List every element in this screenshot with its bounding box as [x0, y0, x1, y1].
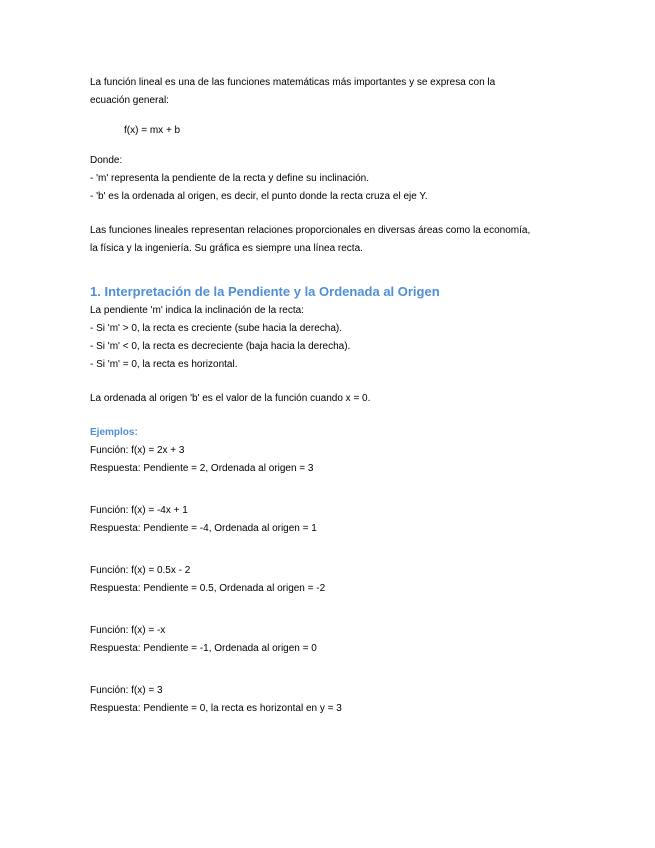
example-item — [90, 622, 580, 658]
slope-case-positive: - Si 'm' > 0, la recta es creciente (sube hacia la derecha). — [90, 323, 342, 334]
ordenada-description: La ordenada al origen 'b' es el valor de la función cuando x = 0. — [90, 393, 371, 404]
example-answer: Respuesta: Pendiente = -1, Ordenada al origen = 0 — [90, 643, 317, 654]
intro-line-1: La función lineal es una de las funciones matemáticas más importantes y se expresa con la — [90, 77, 496, 88]
applications-line-2: la física y la ingeniería. Su gráfica es siempre una línea recta. — [90, 243, 363, 254]
slope-case-zero: - Si 'm' = 0, la recta es horizontal. — [90, 359, 238, 370]
section-heading: 1. Interpretación de la Pendiente y la Ordenada al Origen — [90, 284, 440, 299]
example-answer: Respuesta: Pendiente = 0.5, Ordenada al origen = -2 — [90, 583, 326, 594]
slope-intro: La pendiente 'm' indica la inclinación de la recta: — [90, 305, 304, 316]
donde-label: Donde: — [90, 155, 123, 166]
donde-item-m: - 'm' representa la pendiente de la recta y define su inclinación. — [90, 173, 369, 184]
document-page — [90, 74, 580, 718]
donde-item-b: - 'b' es la ordenada al origen, es decir, el punto donde la recta cruza el eje Y. — [90, 191, 428, 202]
example-item — [90, 562, 580, 598]
intro-line-2: ecuación general: — [90, 95, 169, 106]
example-answer: Respuesta: Pendiente = 0, la recta es horizontal en y = 3 — [90, 703, 342, 714]
example-item — [90, 502, 580, 538]
example-function: Función: f(x) = 0.5x - 2 — [90, 565, 191, 576]
example-answer: Respuesta: Pendiente = -4, Ordenada al origen = 1 — [90, 523, 317, 534]
example-item — [90, 682, 580, 718]
example-item — [90, 442, 580, 478]
example-answer: Respuesta: Pendiente = 2, Ordenada al origen = 3 — [90, 463, 314, 474]
example-function: Función: f(x) = 2x + 3 — [90, 445, 185, 456]
general-formula: f(x) = mx + b — [124, 125, 181, 136]
example-function: Función: f(x) = 3 — [90, 685, 163, 696]
example-function: Función: f(x) = -x — [90, 625, 166, 636]
applications-line-1: Las funciones lineales representan relaciones proporcionales en diversas áreas como la economía, — [90, 225, 531, 236]
example-function: Función: f(x) = -4x + 1 — [90, 505, 188, 516]
slope-case-negative: - Si 'm' < 0, la recta es decreciente (baja hacia la derecha). — [90, 341, 351, 352]
examples-heading: Ejemplos: — [90, 427, 138, 438]
